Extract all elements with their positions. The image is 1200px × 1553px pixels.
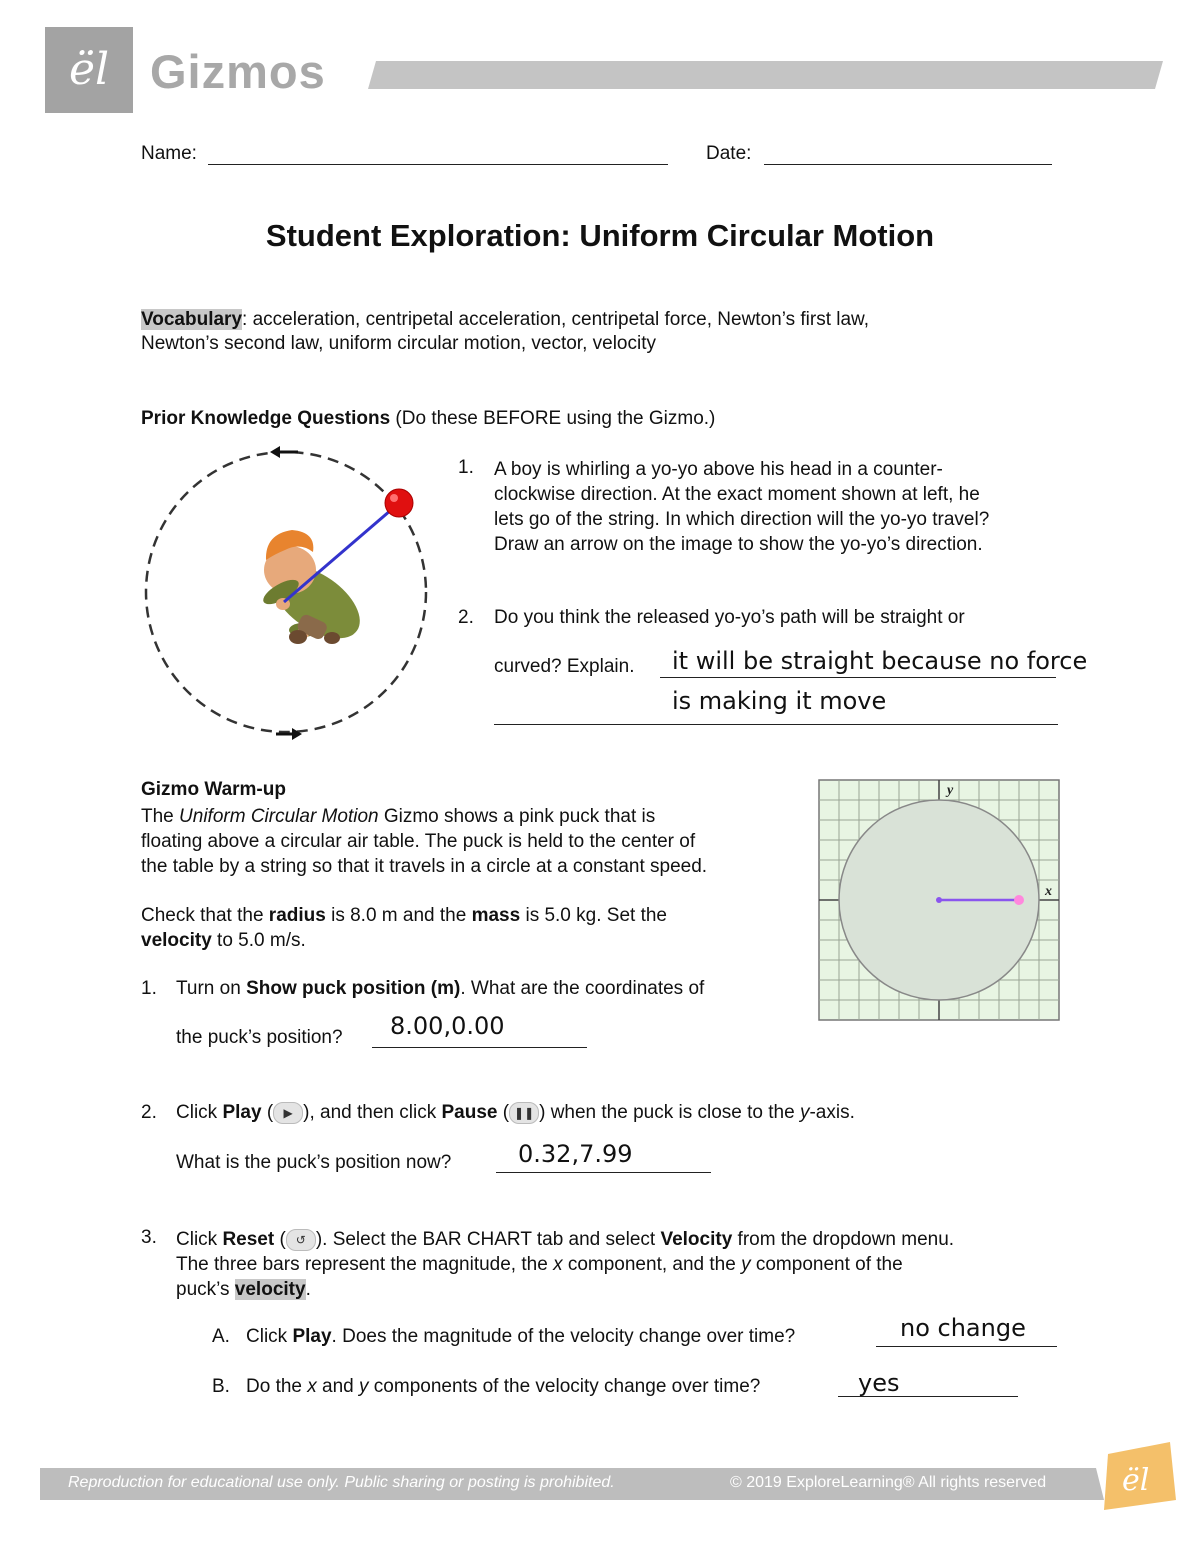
reset-icon: ↺: [286, 1229, 316, 1251]
wu-q2-line-2: What is the puck’s position now?: [176, 1152, 452, 1173]
prior-knowledge-heading: Prior Knowledge Questions (Do these BEFORE using the Gizmo.): [141, 408, 716, 429]
wu-q3a-text: Click Play. Does the magnitude of the velocity change over time?: [246, 1326, 796, 1347]
wu-q2-answer-line[interactable]: [496, 1172, 711, 1173]
puck: [1014, 895, 1024, 905]
wu-q2-number: 2.: [141, 1102, 157, 1123]
pk-q2-line-1: Do you think the released yo-yo’s path will be straight or: [494, 607, 965, 628]
wu-q1-line-2: the puck’s position?: [176, 1027, 343, 1048]
wu-q3b-letter: B.: [212, 1376, 230, 1397]
vocabulary-line-2: Newton’s second law, uniform circular motion, vector, velocity: [141, 333, 656, 354]
footer-logo-icon: [1100, 1442, 1178, 1512]
play-icon: ▶: [273, 1102, 303, 1124]
date-field[interactable]: [764, 164, 1052, 165]
wu-q3-text: Click Reset ( ↺ ). Select the BAR CHART tab and select Velocity from the dropdown menu. The three bars represent the magnitude, the x component, and the y component of the puck’s velocity.: [176, 1229, 955, 1300]
vocabulary-label: Vocabulary: [141, 309, 243, 330]
pk-q2-answer-line-2[interactable]: [494, 724, 1058, 725]
x-axis-label: x: [1045, 884, 1052, 899]
y-axis-label: y: [947, 783, 954, 798]
boy-figure: [260, 530, 373, 653]
arrow-top-icon: [270, 446, 298, 458]
pk-q1-number: 1.: [458, 457, 474, 478]
warmup-paragraph-1: The Uniform Circular Motion Gizmo shows a pink puck that is floating above a circular air table. The puck is held to the center of the table by a string so that it travels in a circle at a constant speed.: [141, 806, 708, 877]
pk-q2-number: 2.: [458, 607, 474, 628]
footer-copyright: © 2019 ExploreLearning® All rights reserved: [730, 1474, 1047, 1491]
header-bar: [368, 61, 1163, 89]
wu-q2-line-1: Click Play ( ▶ ), and then click Pause ( ❚❚ ) when the puck is close to the y-axis.: [176, 1102, 855, 1124]
arrow-bottom-icon: [276, 728, 302, 740]
wu-q3a-answer: no change: [900, 1314, 1026, 1342]
wu-q1-answer: 8.00,0.00: [390, 1012, 505, 1040]
gizmos-brand: Gizmos: [150, 45, 326, 98]
wu-q1-number: 1.: [141, 978, 157, 999]
pk-q2-line-2: curved? Explain.: [494, 656, 635, 677]
pk-q2-answer-1: it will be straight because no force: [672, 647, 1088, 675]
wu-q1-answer-line[interactable]: [372, 1047, 587, 1048]
wu-q3b-text: Do the x and y components of the velocity change over time?: [246, 1376, 761, 1397]
pk-q1-text: A boy is whirling a yo-yo above his head in a counter- clockwise direction. At the exact moment shown at left, he lets go of the string. In which direction will the yo-yo travel? Draw an arrow on the image to show the yo-yo’s direction.: [494, 459, 990, 555]
name-field[interactable]: [208, 164, 668, 165]
wu-q3a-letter: A.: [212, 1326, 230, 1347]
svg-text:ël: ël: [1122, 1463, 1150, 1498]
wu-q3-number: 3.: [141, 1227, 157, 1248]
pk-q2-answer-2: is making it move: [672, 687, 887, 715]
wu-q3b-answer: yes: [858, 1369, 900, 1397]
yoyo-ball: [385, 489, 413, 517]
footer-disclaimer: Reproduction for educational use only. Public sharing or posting is prohibited.: [68, 1474, 615, 1491]
page-title: Student Exploration: Uniform Circular Motion: [265, 218, 935, 253]
pause-icon: ❚❚: [509, 1102, 539, 1124]
pk-q2-answer-line-1[interactable]: [660, 677, 1056, 678]
wu-q2-answer: 0.32,7.99: [518, 1140, 633, 1168]
explorelearning-logo: ël: [45, 27, 133, 113]
warmup-heading: Gizmo Warm-up: [141, 779, 286, 800]
date-label: Date:: [706, 143, 752, 164]
vocabulary-line-1: Vocabulary: acceleration, centripetal acceleration, centripetal force, Newton’s first law,: [141, 309, 869, 330]
yoyo-diagram: [140, 442, 435, 742]
warmup-paragraph-2: Check that the radius is 8.0 m and the mass is 5.0 kg. Set the velocity to 5.0 m/s.: [141, 905, 667, 951]
gizmo-puck-graph: [818, 779, 1060, 1021]
wu-q3a-answer-line[interactable]: [876, 1346, 1057, 1347]
wu-q1-line-1: Turn on Show puck position (m). What are the coordinates of: [176, 978, 705, 999]
name-label: Name:: [141, 143, 197, 164]
